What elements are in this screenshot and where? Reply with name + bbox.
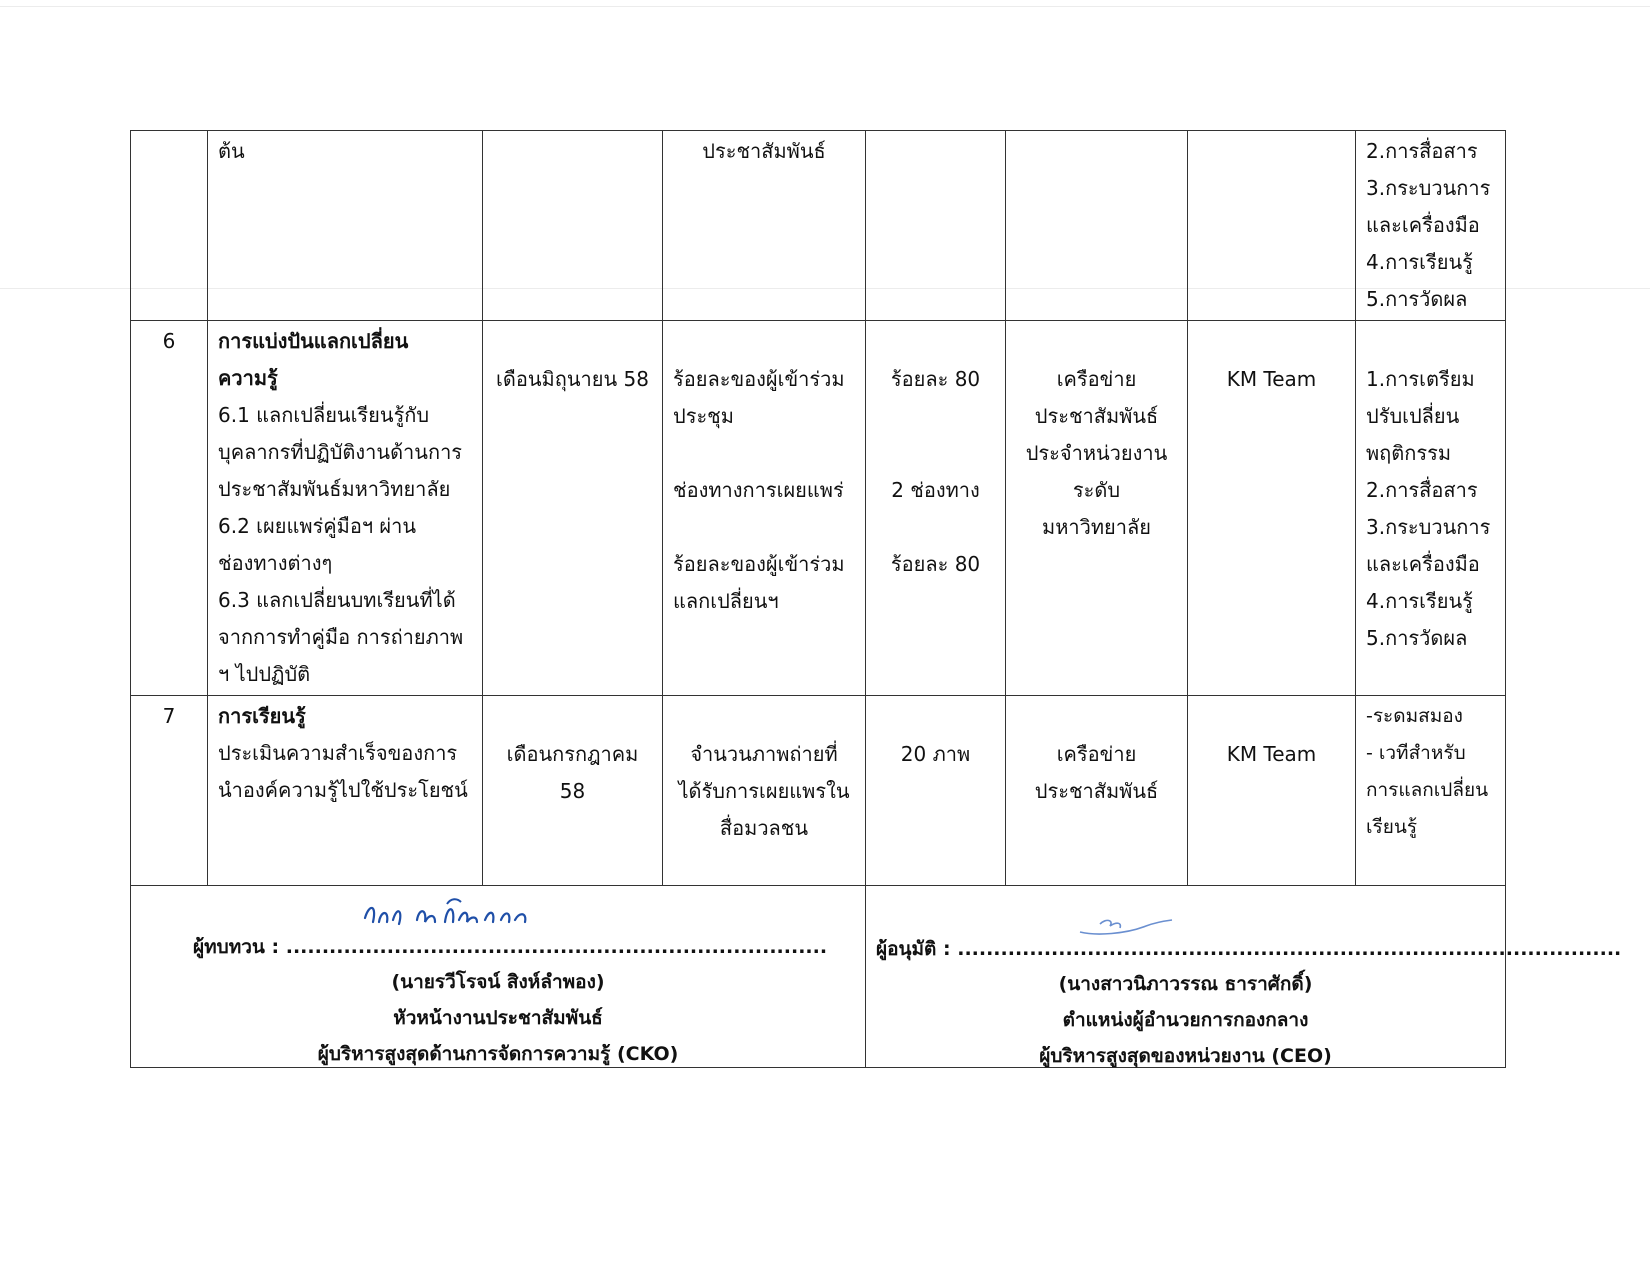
cell-no xyxy=(131,321,208,696)
cell-factors xyxy=(1356,131,1506,321)
factor-item: พฤติกรรม xyxy=(1366,441,1452,465)
reviewer-position: หัวหน้างานประชาสัมพันธ์ xyxy=(393,1007,603,1029)
target-text: ร้อยละ 80 xyxy=(890,367,981,391)
scan-edge-top xyxy=(0,6,1650,7)
period-text: 58 xyxy=(559,779,586,803)
km-plan-table xyxy=(130,130,1622,1068)
factor-item: และเครื่องมือ xyxy=(1366,213,1480,237)
responsible-text: เครือข่าย xyxy=(1056,367,1137,391)
cell-indicator xyxy=(663,696,866,886)
factor-item: 3.กระบวนการ xyxy=(1366,176,1491,200)
factor-item: ปรับเปลี่ยน xyxy=(1366,404,1460,428)
responsible-text: ประจำหน่วยงาน xyxy=(1025,441,1168,465)
activity-detail: 6.3 แลกเปลี่ยนบทเรียนที่ได้ xyxy=(218,588,456,612)
factor-item: และเครื่องมือ xyxy=(1366,552,1480,576)
cell-indicator xyxy=(663,131,866,321)
cell-activity xyxy=(208,321,483,696)
team-text: KM Team xyxy=(1226,367,1317,391)
factor-item: -ระดมสมอง xyxy=(1366,705,1463,727)
activity-title: การแบ่งปันแลกเปลี่ยน xyxy=(218,329,409,353)
cell-indicator xyxy=(663,321,866,696)
activity-detail: 6.2 เผยแพร่คู่มือฯ ผ่าน xyxy=(218,514,417,538)
indicator-text: จำนวนภาพถ่ายที่ xyxy=(690,742,838,766)
responsible-text: ประชาสัมพันธ์ xyxy=(1034,404,1159,428)
activity-detail: นำองค์ความรู้ไปใช้ประโยชน์ xyxy=(218,778,468,802)
reviewer-role: ผู้บริหารสูงสุดด้านการจัดการความรู้ (CKO) xyxy=(317,1043,679,1065)
period-text: เดือนมิถุนายน 58 xyxy=(496,367,649,391)
reviewer-signature-block xyxy=(131,886,866,1068)
indicator-text: สื่อมวลชน xyxy=(719,816,809,840)
factor-item: 2.การสื่อสาร xyxy=(1366,139,1478,163)
factor-item: เรียนรู้ xyxy=(1366,816,1418,838)
cell-period xyxy=(483,696,663,886)
activity-text: ต้น xyxy=(218,139,245,163)
approver-label: ผู้อนุมัติ : ............................................................................................ xyxy=(876,938,1622,960)
team-text: KM Team xyxy=(1226,742,1317,766)
factor-item: 5.การวัดผล xyxy=(1366,287,1468,311)
cell-target xyxy=(866,321,1006,696)
approver-position: ตำแหน่งผู้อำนวยการกองกลาง xyxy=(1062,1009,1309,1031)
responsible-text: มหาวิทยาลัย xyxy=(1042,515,1151,539)
period-text: เดือนกรกฎาคม xyxy=(506,742,639,766)
approver-role: ผู้บริหารสูงสุดของหน่วยงาน (CEO) xyxy=(1039,1045,1332,1067)
activity-detail: ฯ ไปปฏิบัติ xyxy=(218,662,311,686)
responsible-text: เครือข่าย xyxy=(1056,742,1137,766)
factor-item: 2.การสื่อสาร xyxy=(1366,478,1478,502)
cell-team xyxy=(1188,321,1356,696)
cell-factors xyxy=(1356,321,1506,696)
responsible-text: ระดับ xyxy=(1072,478,1121,502)
cell-responsible xyxy=(1006,696,1188,886)
target-text: 20 ภาพ xyxy=(900,742,971,766)
responsible-text: ประชาสัมพันธ์ xyxy=(1034,779,1159,803)
approver-signature-block xyxy=(866,886,1622,1068)
cell-team xyxy=(1188,131,1356,321)
spacer xyxy=(673,509,855,546)
approver-details xyxy=(866,966,1505,1074)
cell-factors xyxy=(1356,696,1506,886)
row-number: 6 xyxy=(162,329,176,353)
reviewer-label: ผู้ทบทวน : ........................................................................... xyxy=(193,936,828,958)
indicator-text: แลกเปลี่ยนฯ xyxy=(673,589,779,613)
spacer xyxy=(876,398,995,435)
factor-item: 4.การเรียนรู้ xyxy=(1366,589,1473,613)
target-text: 2 ช่องทาง xyxy=(891,478,980,502)
activity-detail: บุคลากรที่ปฏิบัติงานด้านการ xyxy=(218,440,463,464)
approver-name: (นางสาวนิภาวรรณ ธาราศักดิ์) xyxy=(1058,973,1313,995)
activity-title: การเรียนรู้ xyxy=(218,704,306,728)
cell-activity xyxy=(208,131,483,321)
spacer xyxy=(876,435,995,472)
activity-title: ความรู้ xyxy=(218,366,278,390)
indicator-text: ประชาสัมพันธ์ xyxy=(702,139,826,163)
indicator-text: ร้อยละของผู้เข้าร่วม xyxy=(673,367,845,391)
factor-item: 3.กระบวนการ xyxy=(1366,515,1491,539)
row-number: 7 xyxy=(162,704,176,728)
cell-no xyxy=(131,131,208,321)
cell-no xyxy=(131,696,208,886)
indicator-text: ได้รับการเผยแพรใน xyxy=(678,779,850,803)
factor-item: 4.การเรียนรู้ xyxy=(1366,250,1473,274)
cell-team xyxy=(1188,696,1356,886)
reviewer-name: (นายรวีโรจน์ สิงห์ลำพอง) xyxy=(391,971,605,993)
indicator-text: ช่องทางการเผยแพร่ xyxy=(673,478,844,502)
activity-detail: ประเมินความสำเร็จของการ xyxy=(218,741,458,765)
activity-detail: จากการทำคู่มือ การถ่ายภาพ xyxy=(218,625,464,649)
cell-period xyxy=(483,321,663,696)
factor-item: 1.การเตรียม xyxy=(1366,367,1475,391)
target-text: ร้อยละ 80 xyxy=(890,552,981,576)
activity-detail: 6.1 แลกเปลี่ยนเรียนรู้กับ xyxy=(218,403,430,427)
indicator-text: ประชุม xyxy=(673,404,734,428)
activity-detail: ประชาสัมพันธ์มหาวิทยาลัย xyxy=(218,477,451,501)
factor-item: การแลกเปลี่ยน xyxy=(1366,779,1489,801)
factor-item: - เวทีสำหรับ xyxy=(1366,742,1466,764)
cell-target xyxy=(866,696,1006,886)
factor-item: 5.การวัดผล xyxy=(1366,626,1468,650)
cell-responsible xyxy=(1006,131,1188,321)
spacer xyxy=(876,509,995,546)
cell-activity xyxy=(208,696,483,886)
signature-row xyxy=(131,886,1506,1068)
reviewer-details xyxy=(131,964,865,1072)
table-row-continued xyxy=(131,131,1506,321)
table-row-7 xyxy=(131,696,1506,886)
spacer xyxy=(673,435,855,472)
cell-period xyxy=(483,131,663,321)
table-row-6 xyxy=(131,321,1506,696)
activity-detail: ช่องทางต่างๆ xyxy=(218,551,333,575)
indicator-text: ร้อยละของผู้เข้าร่วม xyxy=(673,552,845,576)
cell-responsible xyxy=(1006,321,1188,696)
cell-target xyxy=(866,131,1006,321)
